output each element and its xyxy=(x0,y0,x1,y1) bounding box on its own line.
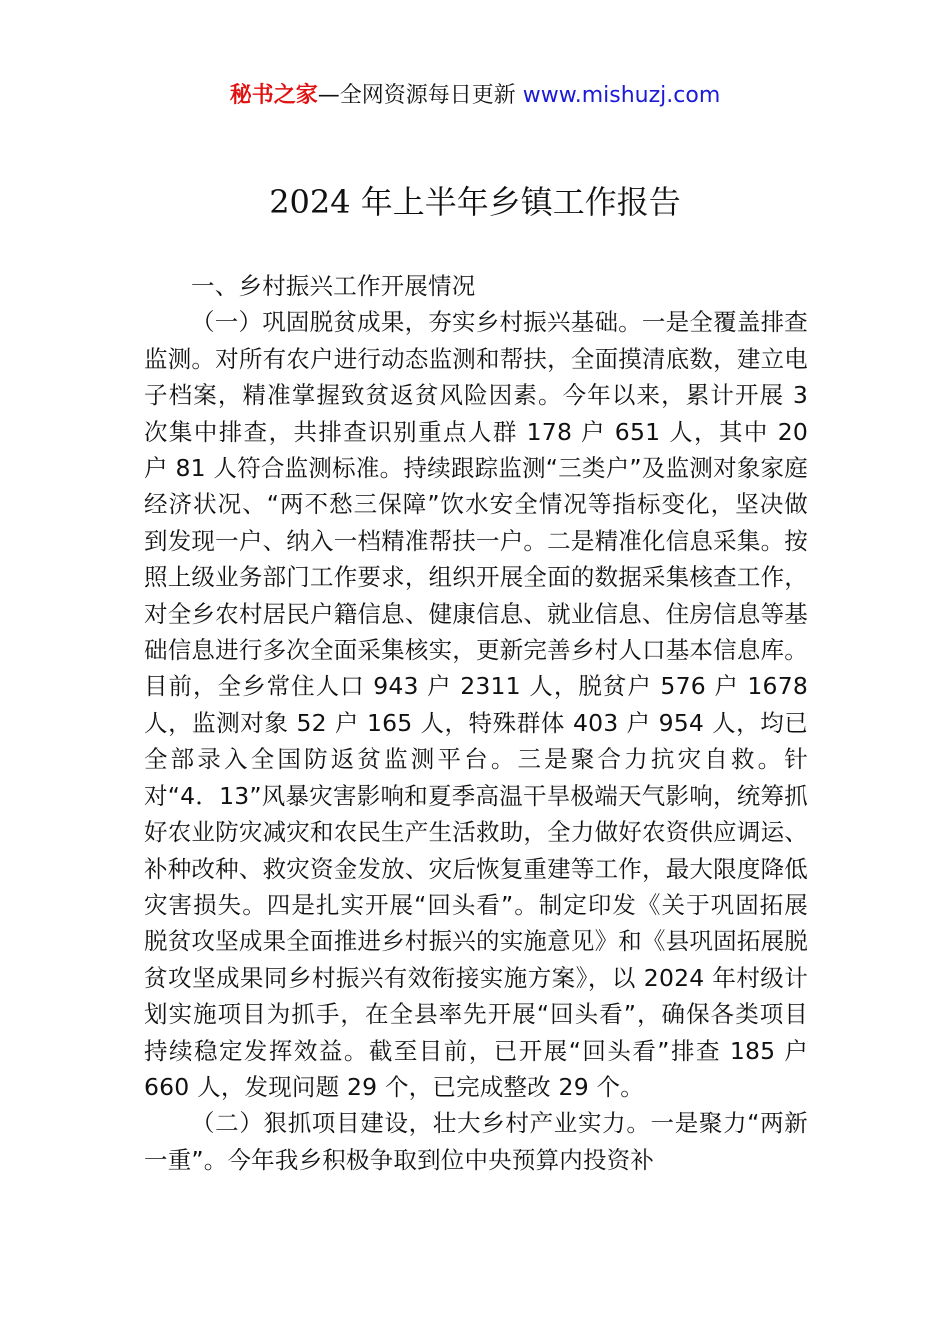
site-url[interactable]: www.mishuzj.com xyxy=(522,83,721,108)
document-title: 2024 年上半年乡镇工作报告 xyxy=(269,183,681,221)
site-slogan: —全网资源每日更新 xyxy=(317,83,523,108)
paragraph: （二）狠抓项目建设，壮大乡村产业实力。一是聚力“两新一重”。今年我乡积极争取到位中央预算内投资补 xyxy=(144,1109,808,1174)
document-body xyxy=(144,268,808,1178)
section-heading: 一、乡村振兴工作开展情况 xyxy=(191,272,476,300)
site-header xyxy=(0,80,950,112)
paragraph: （一）巩固脱贫成果，夯实乡村振兴基础。一是全覆盖排查监测。对所有农户进行动态监测和帮扶，全面摸清底数，建立电子档案，精准掌握致贫返贫风险因素。今年以来，累计开展 3 次集中排查，共排查识别重点人群 178 户 651 人，其中 20 户 81 人符合监测标准。持续跟踪监测“三类户”及监测对象家庭经济状况、“两不愁三保障”饮水安全情况等指标变化，坚决做到发现一户、纳入一档精准帮扶一户。二是精准化信息采集。按照上级业务部门工作要求，组织开展全面的数据采集核查工作，对全乡农村居民户籍信息、健康信息、就业信息、住房信息等基础信息进行多次全面采集核实，更新完善乡村人口基本信息库。目前，全乡常住人口 943 户 2311 人，脱贫户 576 户 1678 人，监测对象 52 户 165 人，特殊群体 403 户 954 人，均已全部录入全国防返贫监测平台。三是聚合力抗灾自救。针对“4．13”风暴灾害影响和夏季高温干旱极端天气影响，统筹抓好农业防灾减灾和农民生产生活救助，全力做好农资供应调运、补种改种、救灾资金发放、灾后恢复重建等工作，最大限度降低灾害损失。四是扎实开展“回头看”。制定印发《关于巩固拓展脱贫攻坚成果全面推进乡村振兴的实施意见》和《县巩固拓展脱贫攻坚成果同乡村振兴有效衔接实施方案》，以 2024 年村级计划实施项目为抓手，在全县率先开展“回头看”，确保各类项目持续稳定发挥效益。截至目前，已开展“回头看”排查 185 户 660 人，发现问题 29 个，已完成整改 29 个。 xyxy=(144,308,808,1101)
site-brand: 秘书之家 xyxy=(229,83,318,108)
